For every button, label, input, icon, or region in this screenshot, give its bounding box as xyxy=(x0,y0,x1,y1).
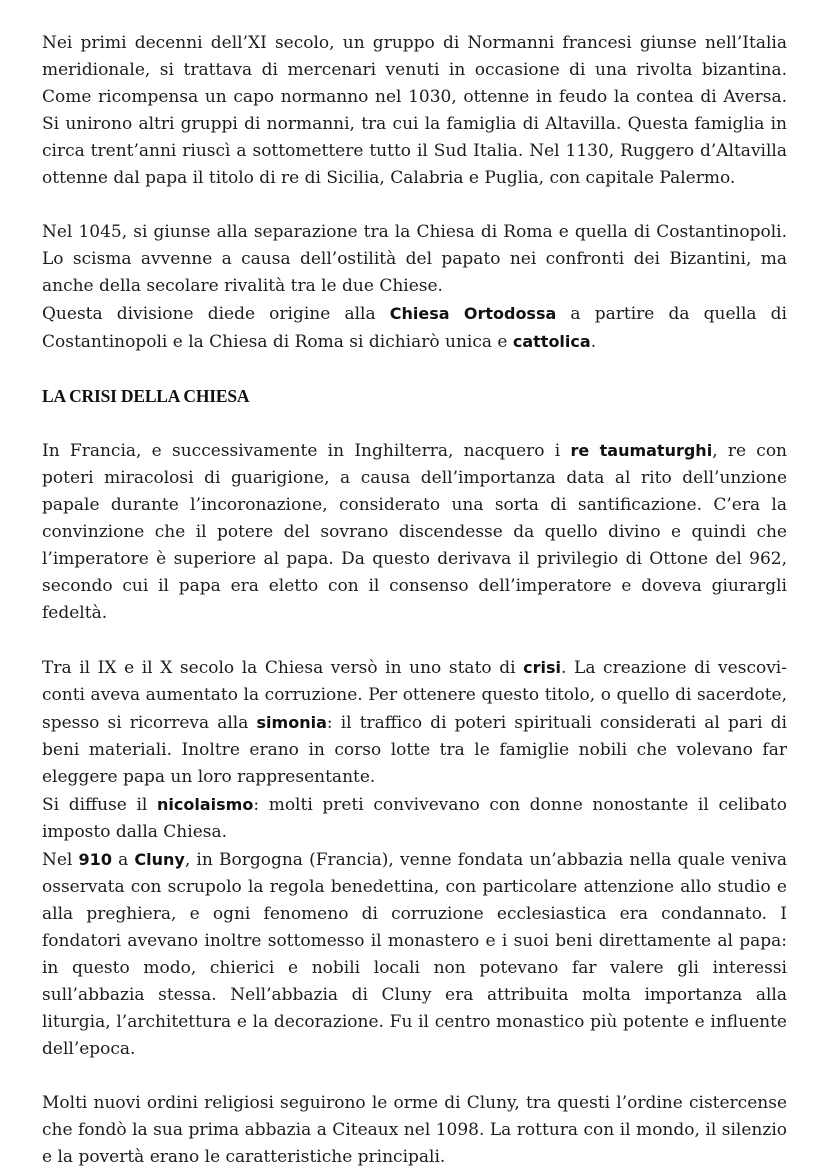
text-run: a partire da quella di Costantinopoli e la Chiesa di Roma si dichiarò unica e xyxy=(42,304,787,352)
paragraph-nicolaism xyxy=(42,791,787,846)
paragraph-schism: Nel 1045, si giunse alla separazione tra la Chiesa di Roma e quella di Costantinopoli. Lo scisma avvenne a causa dell’ostilità del papato nei confronti dei Bizantini, ma anche della secolare rivalità tra le due Chiese. xyxy=(42,222,787,296)
text-run: In Francia, e successivamente in Inghilterra, nacquero i xyxy=(42,441,571,461)
paragraph-spacer xyxy=(42,356,787,383)
text-run: Questa divisione diede origine alla xyxy=(42,304,390,324)
text-run: . La creazione di vescovi-conti aveva aumentato la corruzione. Per ottenere questo titolo, o quello di sacerdote, spesso si ricorreva alla xyxy=(42,658,787,733)
keyword-910: 910 xyxy=(78,850,112,869)
keyword-chiesa-ortodossa: Chiesa Ortodossa xyxy=(389,304,557,323)
paragraph-spacer xyxy=(42,1063,787,1090)
section-heading: LA CRISI DELLA CHIESA xyxy=(42,386,250,406)
paragraph-cluny xyxy=(42,846,787,1063)
paragraph-spacer xyxy=(42,627,787,654)
text-run: : il traffico di poteri spirituali considerati al pari di beni materiali. Inoltre erano in corso lotte tra le famiglie nobili che volevano far eleggere papa un loro rappresentante. xyxy=(42,713,787,787)
keyword-simonia: simonia xyxy=(256,713,327,732)
paragraph-spacer xyxy=(42,192,787,219)
keyword-cluny: Cluny xyxy=(134,850,185,869)
paragraph-cistercians: Molti nuovi ordini religiosi seguirono le orme di Cluny, tra questi l’ordine cistercense che fondò la sua prima abbazia a Citeaux nel 1098. La rottura con il mondo, il silenzio e la povertà erano le caratteristiche principali. xyxy=(42,1093,787,1167)
paragraph-church-crisis xyxy=(42,654,787,791)
text-run: : molti preti convivevano con donne nonostante il celibato imposto dalla Chiesa. xyxy=(42,795,787,842)
text-run: Nel xyxy=(42,850,79,870)
keyword-nicolaismo: nicolaismo xyxy=(157,795,254,814)
keyword-cattolica: cattolica xyxy=(512,332,591,351)
keyword-re-taumaturghi: re taumaturghi xyxy=(570,441,713,460)
text-run: , re con poteri miracolosi di guarigione, a causa dell’importanza data al rito dell’unzione papale durante l’incoronazione, considerato una sorta di santificazione. C’era la convinzione che il potere del sovrano discendesse da quello divino e quindi che l’imperatore è superiore al papa. Da questo derivava il privilegio di Ottone del 962, secondo cui il papa era eletto con il consenso dell’imperatore e doveva giurargli fedeltà. xyxy=(42,441,787,623)
text-run: Tra il IX e il X secolo la Chiesa versò in uno stato di xyxy=(42,658,524,678)
text-run: , in Borgogna (Francia), venne fondata un’abbazia nella quale veniva osservata con scrupolo la regola benedettina, con particolare attenzione allo studio e alla preghiera, e ogni fenomeno di corruzione ecclesiastica era condannato. I fondatori avevano inoltre sottomesso il monastero e i suoi beni direttamente al papa: in questo modo, chierici e nobili locali non potevano far valere gli interessi sull’abbazia stessa. Nell’abbazia di Cluny era attribuita molta importanza alla liturgia, l’architettura e la decorazione. Fu il centro monastico più potente e influente dell’epoca. xyxy=(42,850,788,1059)
keyword-crisi: crisi xyxy=(523,658,562,677)
text-run: Si diffuse il xyxy=(42,795,158,815)
document-page xyxy=(42,30,787,1171)
paragraph-orthodox-division xyxy=(42,300,787,356)
text-run: a xyxy=(111,850,135,870)
paragraph-spacer xyxy=(42,410,787,437)
paragraph-normans: Nei primi decenni dell’XI secolo, un gruppo di Normanni francesi giunse nell’Italia meridionale, si trattava di mercenari venuti in occasione di una rivolta bizantina. Come ricompensa un capo normanno nel 1030, ottenne in feudo la contea di Aversa. Si unirono altri gruppi di normanni, tra cui la famiglia di Altavilla. Questa famiglia in circa trent’anni riuscì a sottomettere tutto il Sud Italia. Nel 1130, Ruggero d’Altavilla ottenne dal papa il titolo di re di Sicilia, Calabria e Puglia, con capitale Palermo. xyxy=(42,33,787,188)
text-run: . xyxy=(590,332,597,352)
paragraph-thaumaturge-kings xyxy=(42,437,787,627)
